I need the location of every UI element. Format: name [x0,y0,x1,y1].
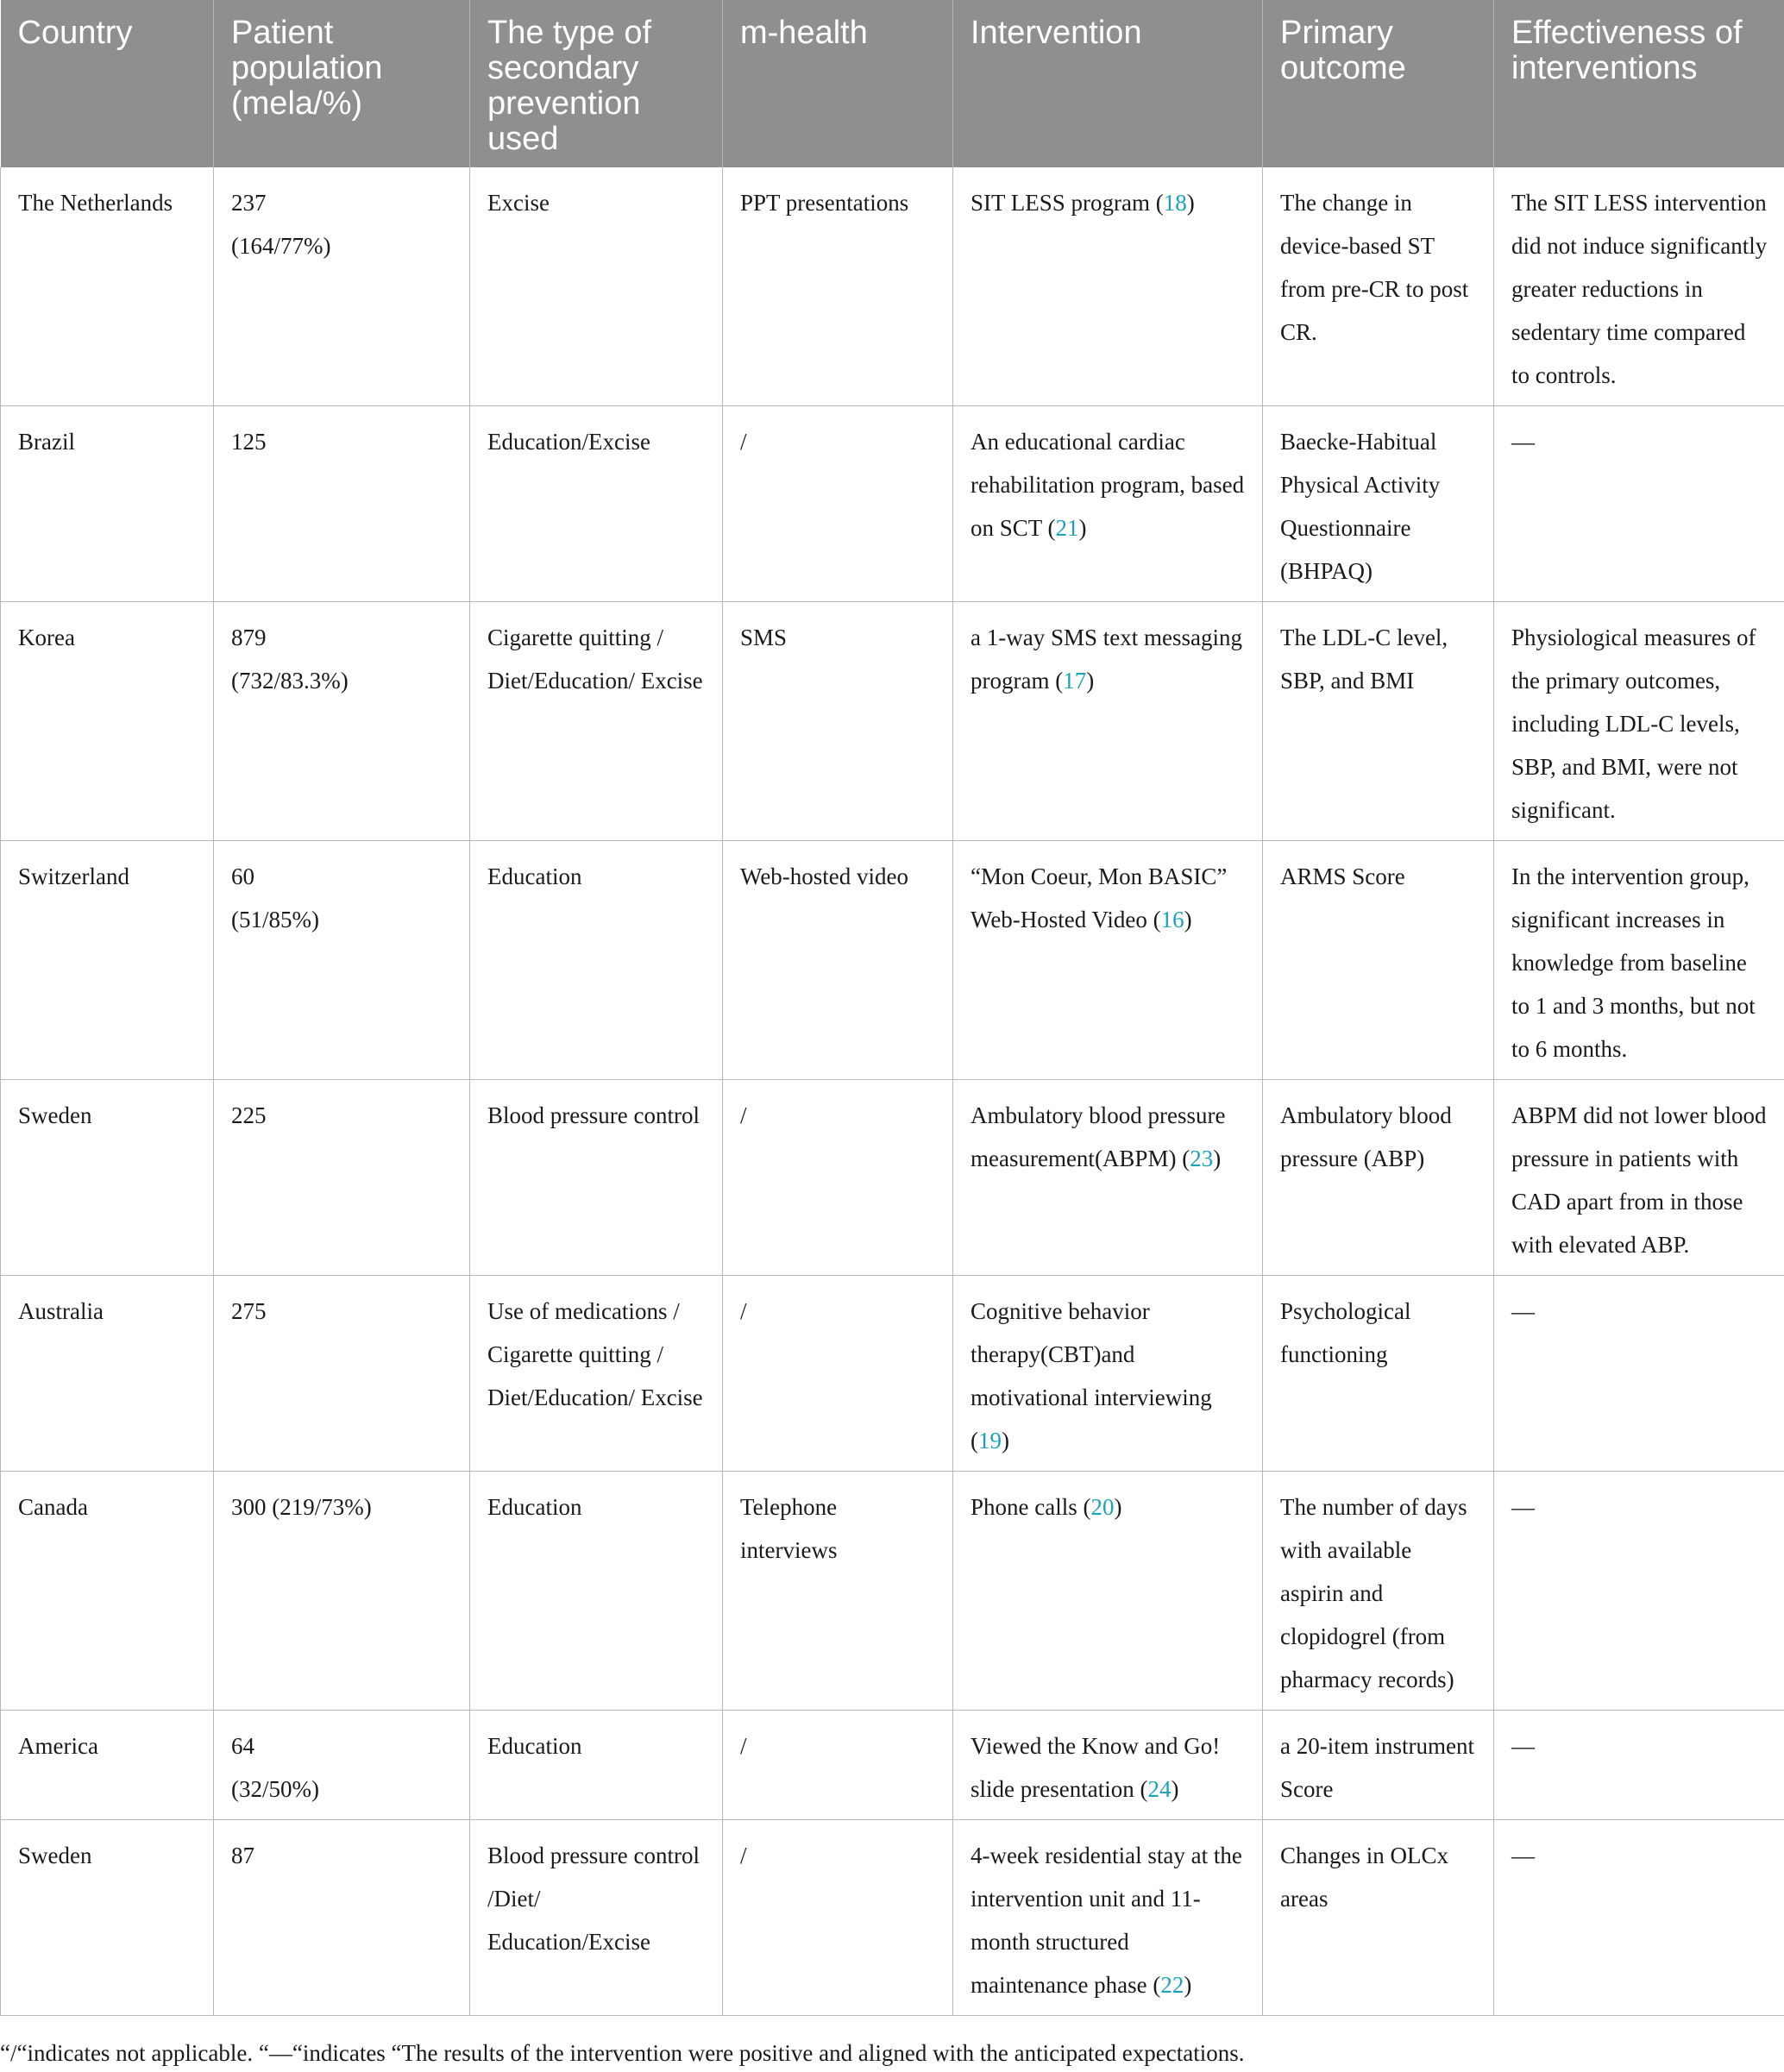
cell-intervention [953,406,1263,602]
reference-link[interactable]: 17 [1063,668,1087,694]
intervention-text: An educational cardiac rehabilitation program, based on SCT ( [971,429,1245,541]
intervention-text-end: ) [1002,1428,1009,1454]
cell-effectiveness: — [1494,1711,1784,1820]
cell-population: 879 (732/83.3%) [214,602,470,841]
reference-link[interactable]: 16 [1160,907,1184,932]
table-row [1,1820,1784,2016]
cell-intervention [953,1080,1263,1276]
cell-intervention [953,1711,1263,1820]
cell-country: Sweden [1,1080,214,1276]
table-header [1,0,1784,167]
cell-prevention: Education [470,1472,723,1711]
table-row [1,602,1784,841]
cell-effectiveness: The SIT LESS intervention did not induce significantly greater reductions in sedentary time compared to controls. [1494,167,1784,406]
cell-m-health: Telephone interviews [723,1472,953,1711]
intervention-text: “Mon Coeur, Mon BASIC” Web-Hosted Video ( [971,863,1228,932]
cell-country: Switzerland [1,841,214,1080]
cell-outcome: The change in device-based ST from pre-CR to post CR. [1263,167,1494,406]
cell-prevention: Education [470,1711,723,1820]
cell-population: 225 [214,1080,470,1276]
cell-population: 87 [214,1820,470,2016]
cell-effectiveness: In the intervention group, significant increases in knowledge from baseline to 1 and 3 months, but not to 6 months. [1494,841,1784,1080]
cell-country: Australia [1,1276,214,1472]
cell-population: 237 (164/77%) [214,167,470,406]
cell-effectiveness: — [1494,1276,1784,1472]
intervention-text-end: ) [1213,1146,1222,1171]
header-primary-outcome: Primary outcome [1263,0,1494,167]
cell-effectiveness: — [1494,406,1784,602]
cell-m-health: PPT presentations [723,167,953,406]
table-row [1,406,1784,602]
cell-outcome: ARMS Score [1263,841,1494,1080]
cell-m-health: / [723,1711,953,1820]
header-row [1,0,1784,167]
cell-outcome: The LDL-C level, SBP, and BMI [1263,602,1494,841]
cell-country: Canada [1,1472,214,1711]
cell-country: Sweden [1,1820,214,2016]
header-m-health: m-health [723,0,953,167]
cell-outcome: Ambulatory blood pressure (ABP) [1263,1080,1494,1276]
cell-outcome: Changes in OLCx areas [1263,1820,1494,2016]
header-effectiveness: Effectiveness of interventions [1494,0,1784,167]
cell-outcome: The number of days with available aspirin and clopidogrel (from pharmacy records) [1263,1472,1494,1711]
cell-intervention [953,1472,1263,1711]
cell-intervention [953,1276,1263,1472]
intervention-text: 4-week residential stay at the intervention unit and 11-month structured maintenance phase ( [971,1843,1242,1998]
cell-prevention: Cigarette quitting / Diet/Education/ Excise [470,602,723,841]
cell-outcome: Baecke-Habitual Physical Activity Questionnaire (BHPAQ) [1263,406,1494,602]
cell-population: 300 (219/73%) [214,1472,470,1711]
reference-link[interactable]: 22 [1160,1972,1184,1998]
cell-country: Brazil [1,406,214,602]
reference-link[interactable]: 18 [1163,190,1187,216]
table-row [1,1472,1784,1711]
cell-prevention: Education [470,841,723,1080]
cell-intervention [953,167,1263,406]
cell-prevention: Excise [470,167,723,406]
cell-country: Korea [1,602,214,841]
cell-m-health: / [723,1820,953,2016]
cell-m-health: SMS [723,602,953,841]
table-row [1,167,1784,406]
table-row [1,1711,1784,1820]
cell-intervention [953,602,1263,841]
header-patient-population: Patient population (mela/%) [214,0,470,167]
cell-m-health: / [723,1080,953,1276]
cell-m-health: / [723,406,953,602]
cell-effectiveness: Physiological measures of the primary outcomes, including LDL-C levels, SBP, and BMI, were not significant. [1494,602,1784,841]
intervention-text: Cognitive behavior therapy(CBT)and motivational interviewing ( [971,1298,1212,1454]
reference-link[interactable]: 19 [978,1428,1002,1454]
header-intervention: Intervention [953,0,1263,167]
cell-effectiveness: ABPM did not lower blood pressure in patients with CAD apart from in those with elevated ABP. [1494,1080,1784,1276]
table-row [1,841,1784,1080]
cell-population: 275 [214,1276,470,1472]
cell-country: The Netherlands [1,167,214,406]
cell-prevention: Education/Excise [470,406,723,602]
cell-effectiveness: — [1494,1820,1784,2016]
header-prevention-type: The type of secondary prevention used [470,0,723,167]
cell-intervention [953,841,1263,1080]
cell-m-health: Web-hosted video [723,841,953,1080]
reference-link[interactable]: 23 [1190,1146,1214,1171]
cell-m-health: / [723,1276,953,1472]
cell-prevention: Blood pressure control [470,1080,723,1276]
intervention-text: Ambulatory blood pressure measurement(ABPM) ( [971,1102,1226,1171]
intervention-text-end: ) [1086,668,1095,694]
intervention-text-end: ) [1078,515,1087,541]
table-row [1,1080,1784,1276]
cell-outcome: Psychological functioning [1263,1276,1494,1472]
cell-prevention: Blood pressure control /Diet/ Education/Excise [470,1820,723,2016]
cell-population: 64 (32/50%) [214,1711,470,1820]
reference-link[interactable]: 21 [1055,515,1079,541]
intervention-text: Phone calls ( [971,1494,1091,1520]
cell-population: 125 [214,406,470,602]
cell-prevention: Use of medications / Cigarette quitting / Diet/Education/ Excise [470,1276,723,1472]
intervention-text: SIT LESS program ( [971,190,1164,216]
reference-link[interactable]: 20 [1090,1494,1115,1520]
intervention-text-end: ) [1184,1972,1192,1998]
cell-outcome: a 20-item instrument Score [1263,1711,1494,1820]
table-row [1,1276,1784,1472]
cell-effectiveness: — [1494,1472,1784,1711]
intervention-text: Viewed the Know and Go! slide presentation ( [971,1733,1221,1802]
intervention-text-end: ) [1171,1776,1179,1802]
cell-population: 60 (51/85%) [214,841,470,1080]
table-body [1,167,1784,2016]
table-footnote: “/“indicates not applicable. “—“indicates “The results of the intervention were positive and aligned with the anticipated expectations. [0,2040,1245,2066]
header-country: Country [1,0,214,167]
intervention-text-end: ) [1186,190,1195,216]
cell-country: America [1,1711,214,1820]
intervention-text: a 1-way SMS text messaging program ( [971,625,1242,694]
reference-link[interactable]: 24 [1147,1776,1172,1802]
intervention-text-end: ) [1184,907,1192,932]
intervention-text-end: ) [1114,1494,1122,1520]
cell-intervention [953,1820,1263,2016]
